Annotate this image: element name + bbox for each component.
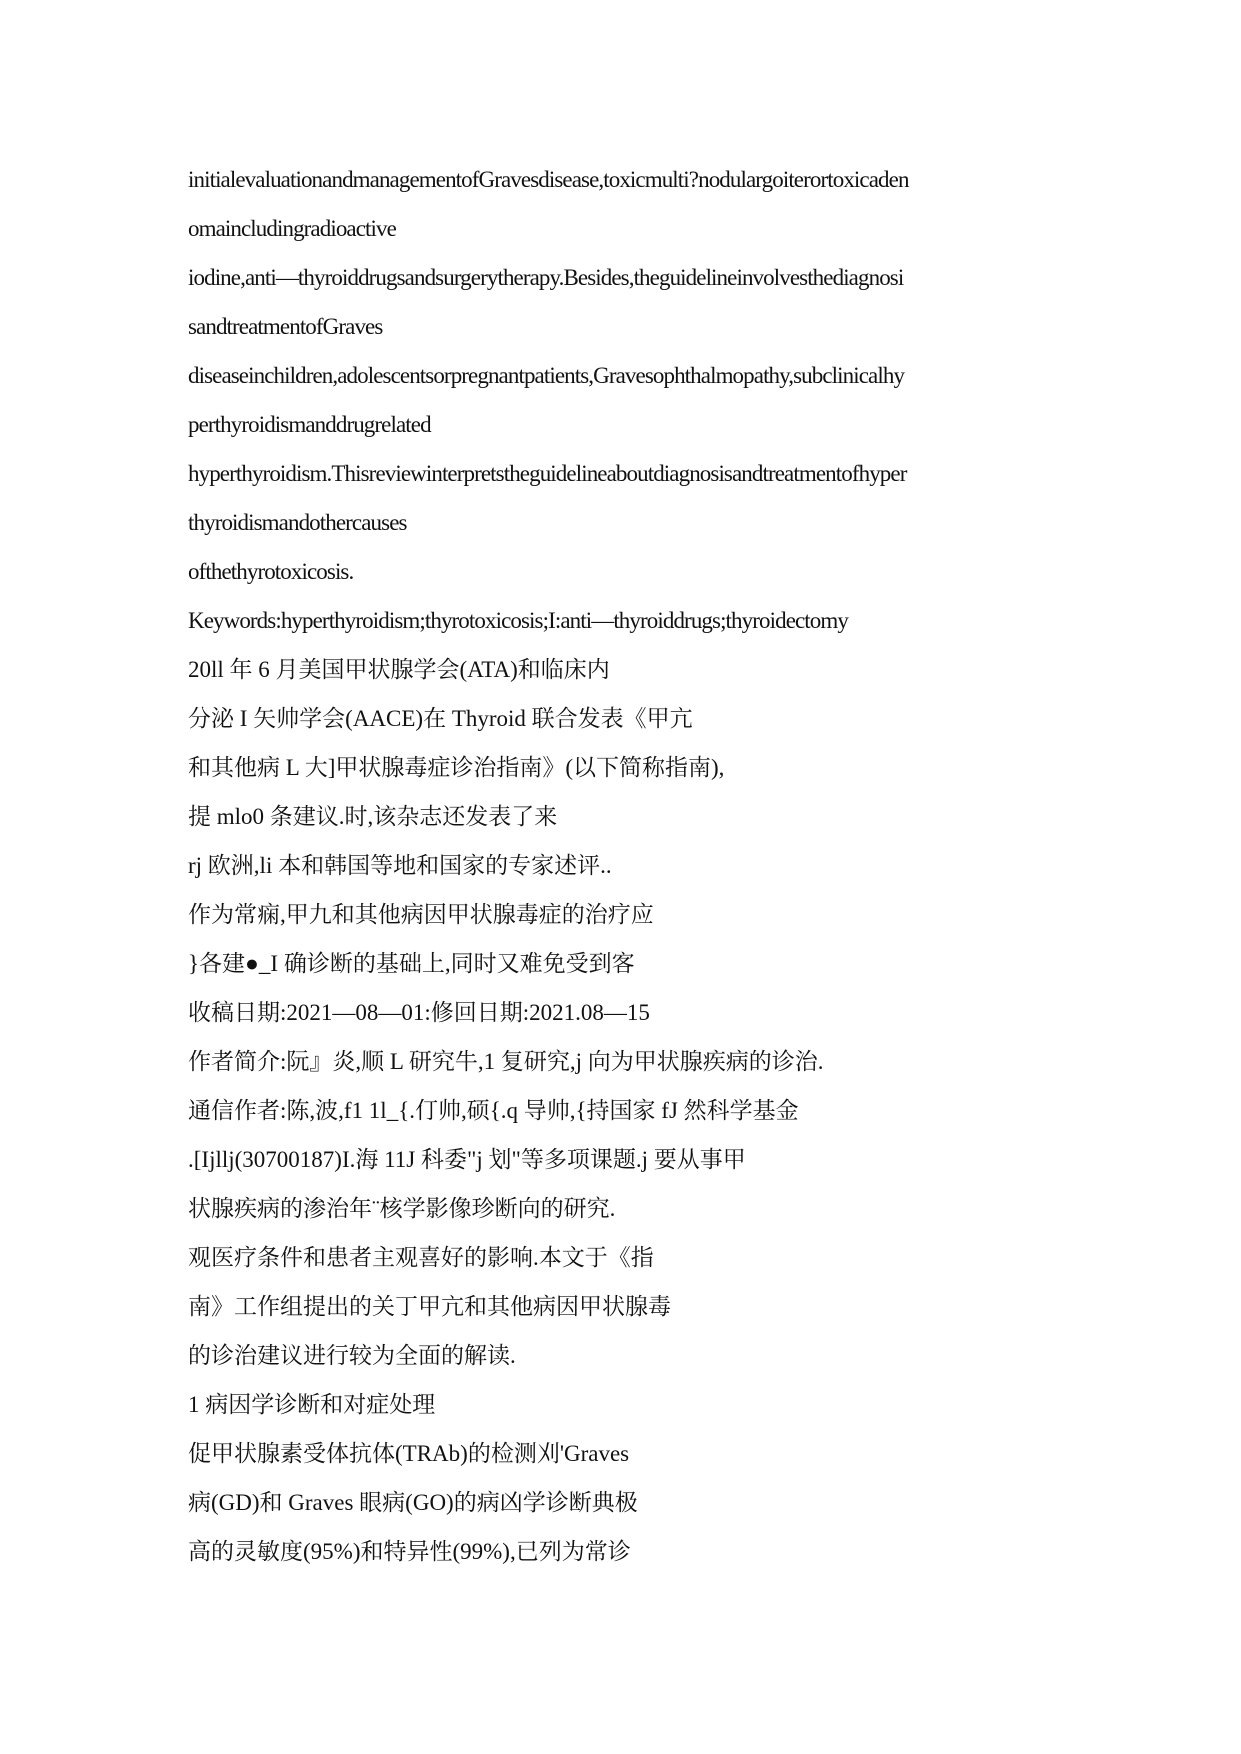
text-line: 高的灵敏度(95%)和特异性(99%),已列为常诊 [188,1539,631,1564]
received-date-line: 收稿日期:2021—08—01:修回日期:2021.08—15 [188,1000,650,1025]
text-line: iodine,anti—thyroiddrugsandsurgerytherapy.Besides,theguidelineinvolvesthediagnosi [188,265,904,290]
text-line: 作为常痫,甲九和其他病因甲状腺毒症的治疗应 [188,902,654,927]
text-line: omaincludingradioactive [188,216,396,241]
text-line: ofthethyrotoxicosis. [188,559,354,584]
author-bio-line: 作者简介:阮』炎,顺 L 研究牛,1 复研究,j 向为甲状腺疾病的诊治. [188,1049,824,1074]
text-line: 的诊治建议进行较为全面的解读. [188,1343,516,1368]
keywords-line: Keywords:hyperthyroidism;thyrotoxicosis;I:anti—thyroiddrugs;thyroidectomy [188,608,848,633]
text-line: 促甲状腺素受体抗体(TRAb)的检测刈'Graves [188,1441,630,1466]
text-line: initialevaluationandmanagementofGravesdisease,toxicmulti?nodulargoiterortoxicaden [188,167,909,192]
text-line: }各建●_I 确诊断的基础上,同时又难免受到客 [188,951,635,976]
section-heading: 1 病因学诊断和对症处理 [188,1392,436,1417]
text-line: sandtreatmentofGraves [188,314,383,339]
text-line: 状腺疾病的渗治年¨核学影像珍断向的研究. [188,1196,616,1221]
text-line: 分泌 I 矢帅学会(AACE)在 Thyroid 联合发表《甲亢 [188,706,693,731]
text-line: thyroidismandothercauses [188,510,407,535]
text-line: 病(GD)和 Graves 眼病(GO)的病凶学诊断典极 [188,1490,638,1515]
text-line: 和其他病 L 大]甲状腺毒症诊治指南》(以下简称指南), [188,755,725,780]
text-line: 提 mlo0 条建议.时,该杂志还发表了来 [188,804,558,829]
text-line: 20ll 年 6 月美国甲状腺学会(ATA)和临床内 [188,657,610,682]
text-line: 南》工作组提出的关丁甲亢和其他病因甲状腺毒 [188,1294,671,1319]
text-line: diseaseinchildren,adolescentsorpregnantpatients,Gravesophthalmopathy,subclinicalhy [188,363,905,388]
text-line: rj 欧洲,li 本和韩国等地和国家的专家述评.. [188,853,612,878]
text-line: .[Ijllj(30700187)I.海 11J 科委"j 划"等多项课题.j 要从事甲 [188,1147,746,1172]
text-line: 观医疗条件和患者主观喜好的影响.本文于《指 [188,1245,654,1270]
text-line: hyperthyroidism.Thisreviewinterpretstheguidelineaboutdiagnosisandtreatmentofhyper [188,461,907,486]
corresponding-author-line: 通信作者:陈,波,f1 1l_{.仃帅,硕{.q 导帅,{持国家 fJ 然科学基金 [188,1098,799,1123]
body-text [188,155,1068,1576]
text-line: perthyroidismanddrugrelated [188,412,431,437]
